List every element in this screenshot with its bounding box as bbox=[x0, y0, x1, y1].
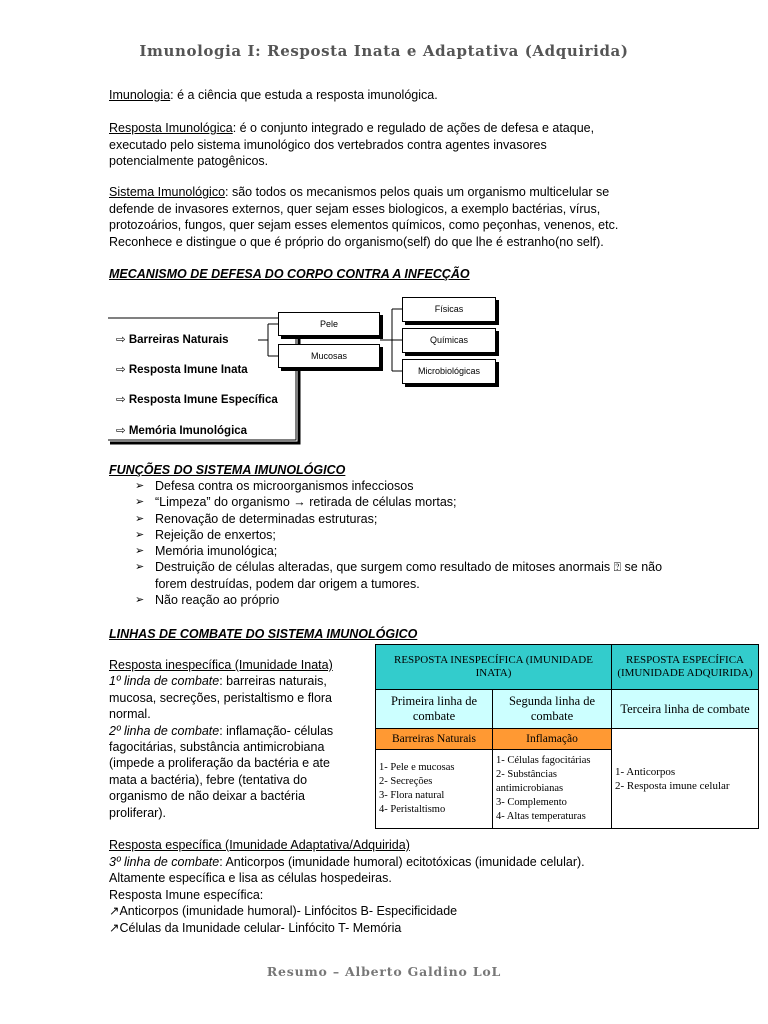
table-sub-terceira: Terceira linha de combate bbox=[612, 690, 759, 729]
mech-item: ⇨ Memória Imunológica bbox=[116, 425, 248, 437]
list-item: ➢ Destruição de células alteradas, que surgem como resultado de mitoses anormais ⍰ se não forem destruídas, podem dar origem a tumores. bbox=[135, 559, 665, 592]
mech-item: ⇨ Resposta Imune Específica bbox=[116, 394, 278, 406]
text-sistema: : são todos os mecanismos pelos quais um organismo multicelular se defende de invasores externos, quer sejam esses biologicos, a exemplo bactérias, vírus, protozoários, fungos, quer sejam esses elementos químicos, como peçonhas, venenos, etc. Reconhece e distingue o que é próprio do organismo(self) do que lhe é estranho(no self). bbox=[109, 185, 619, 249]
funcoes-heading: FUNÇÕES DO SISTEMA IMUNOLÓGICO bbox=[109, 463, 346, 477]
list-item: ➢ Não reação ao próprio bbox=[135, 592, 665, 608]
table-inflamacao: Inflamação bbox=[493, 729, 612, 750]
arrow-icon: ⇨ bbox=[116, 425, 126, 437]
table-header-inata: RESPOSTA INESPECÍFICA (IMUNIDADE INATA) bbox=[376, 645, 612, 690]
footer: Resumo – Alberto Galdino LoL bbox=[266, 964, 502, 979]
especifica-line: Resposta Imune específica: bbox=[109, 887, 264, 902]
list-item: ➢ Memória imunológica; bbox=[135, 543, 665, 559]
list-item: ➢ “Limpeza” do organismo → retirada de células mortas; bbox=[135, 494, 665, 510]
box-pele: Pele bbox=[278, 312, 380, 336]
list-item: ➢ Defesa contra os microorganismos infecciosos bbox=[135, 478, 665, 494]
especifica-line: ↗Células da Imunidade celular- Linfócito T- Memória bbox=[109, 920, 402, 935]
mecanismo-diagram bbox=[108, 296, 508, 446]
list-item: ➢ Renovação de determinadas estruturas; bbox=[135, 511, 665, 527]
table-sub-segunda: Segunda linha de combate bbox=[493, 690, 612, 729]
page-title: Imunologia I: Resposta Inata e Adaptativa (Adquirida) bbox=[139, 42, 629, 60]
inespecifica-block bbox=[109, 657, 354, 821]
text-resposta: : é o conjunto integrado e regulado de ações de defesa e ataque, executado pelo sistema imunológico dos vertebrados contra agentes invasores potencialmente patogênicos. bbox=[109, 121, 595, 169]
table-barreiras: Barreiras Naturais bbox=[376, 729, 493, 750]
box-mucosas: Mucosas bbox=[278, 344, 380, 368]
inespecifica-title: Resposta inespecífica (Imunidade Inata) bbox=[109, 658, 333, 672]
mech-item: ⇨ Resposta Imune Inata bbox=[116, 364, 248, 376]
def-imunologia bbox=[109, 87, 669, 104]
table-cell-terceira: 1- Anticorpos 2- Resposta imune celular bbox=[612, 729, 759, 829]
term-resposta: Resposta Imunológica bbox=[109, 121, 233, 135]
def-resposta bbox=[109, 120, 629, 170]
box-quimicas: Químicas bbox=[402, 328, 496, 353]
box-fisicas: Físicas bbox=[402, 297, 496, 322]
combat-table bbox=[375, 644, 759, 829]
especifica-line: ↗Anticorpos (imunidade humoral)- Linfócitos B- Especificidade bbox=[109, 904, 458, 919]
terceira-linha: 3º linha de combate: Anticorpos (imunidade humoral) ecitotóxicas (imunidade celular). bbox=[109, 854, 585, 869]
term-imunologia: Imunologia bbox=[109, 88, 171, 102]
text-imunologia: : é a ciência que estuda a resposta imunológica. bbox=[170, 88, 438, 102]
especifica-block bbox=[109, 837, 669, 937]
especifica-title: Resposta específica (Imunidade Adaptativa/Adquirida) bbox=[109, 838, 410, 852]
arrow-icon: ⇨ bbox=[116, 394, 126, 406]
def-sistema bbox=[109, 184, 644, 250]
segunda-linha: 2º linha de combate: inflamação- células fagocitárias, substância antimicrobiana (impede a proliferação da bactéria e ate mata a bactéria), febre (tentativa do organismo de não deixar a bactéria proliferar). bbox=[109, 723, 334, 820]
list-item: ➢ Rejeição de enxertos; bbox=[135, 527, 665, 543]
linhas-heading: LINHAS DE COMBATE DO SISTEMA IMUNOLÓGICO bbox=[109, 627, 418, 641]
funcoes-list bbox=[135, 478, 665, 608]
especifica-line: Altamente específica e lisa as células hospedeiras. bbox=[109, 871, 392, 886]
mech-item: ⇨ Barreiras Naturais bbox=[116, 334, 229, 346]
table-cell-primeira: 1- Pele e mucosas 2- Secreções 3- Flora natural 4- Peristaltismo bbox=[376, 750, 493, 829]
box-microbiologicas: Microbiológicas bbox=[402, 359, 496, 384]
table-cell-segunda: 1- Células fagocitárias 2- Substâncias antimicrobianas 3- Complemento 4- Altas temperaturas bbox=[493, 750, 612, 829]
table-header-adquirida: RESPOSTA ESPECÍFICA (IMUNIDADE ADQUIRIDA) bbox=[612, 645, 759, 690]
term-sistema: Sistema Imunológico bbox=[109, 185, 226, 199]
arrow-icon: ⇨ bbox=[116, 334, 126, 346]
mecanismo-heading: MECANISMO DE DEFESA DO CORPO CONTRA A INFECÇÃO bbox=[109, 267, 470, 281]
primeira-linha: 1º linda de combate: barreiras naturais, mucosa, secreções, peristaltismo e flora normal. bbox=[109, 674, 333, 722]
table-sub-primeira: Primeira linha de combate bbox=[376, 690, 493, 729]
arrow-icon: ⇨ bbox=[116, 364, 126, 376]
